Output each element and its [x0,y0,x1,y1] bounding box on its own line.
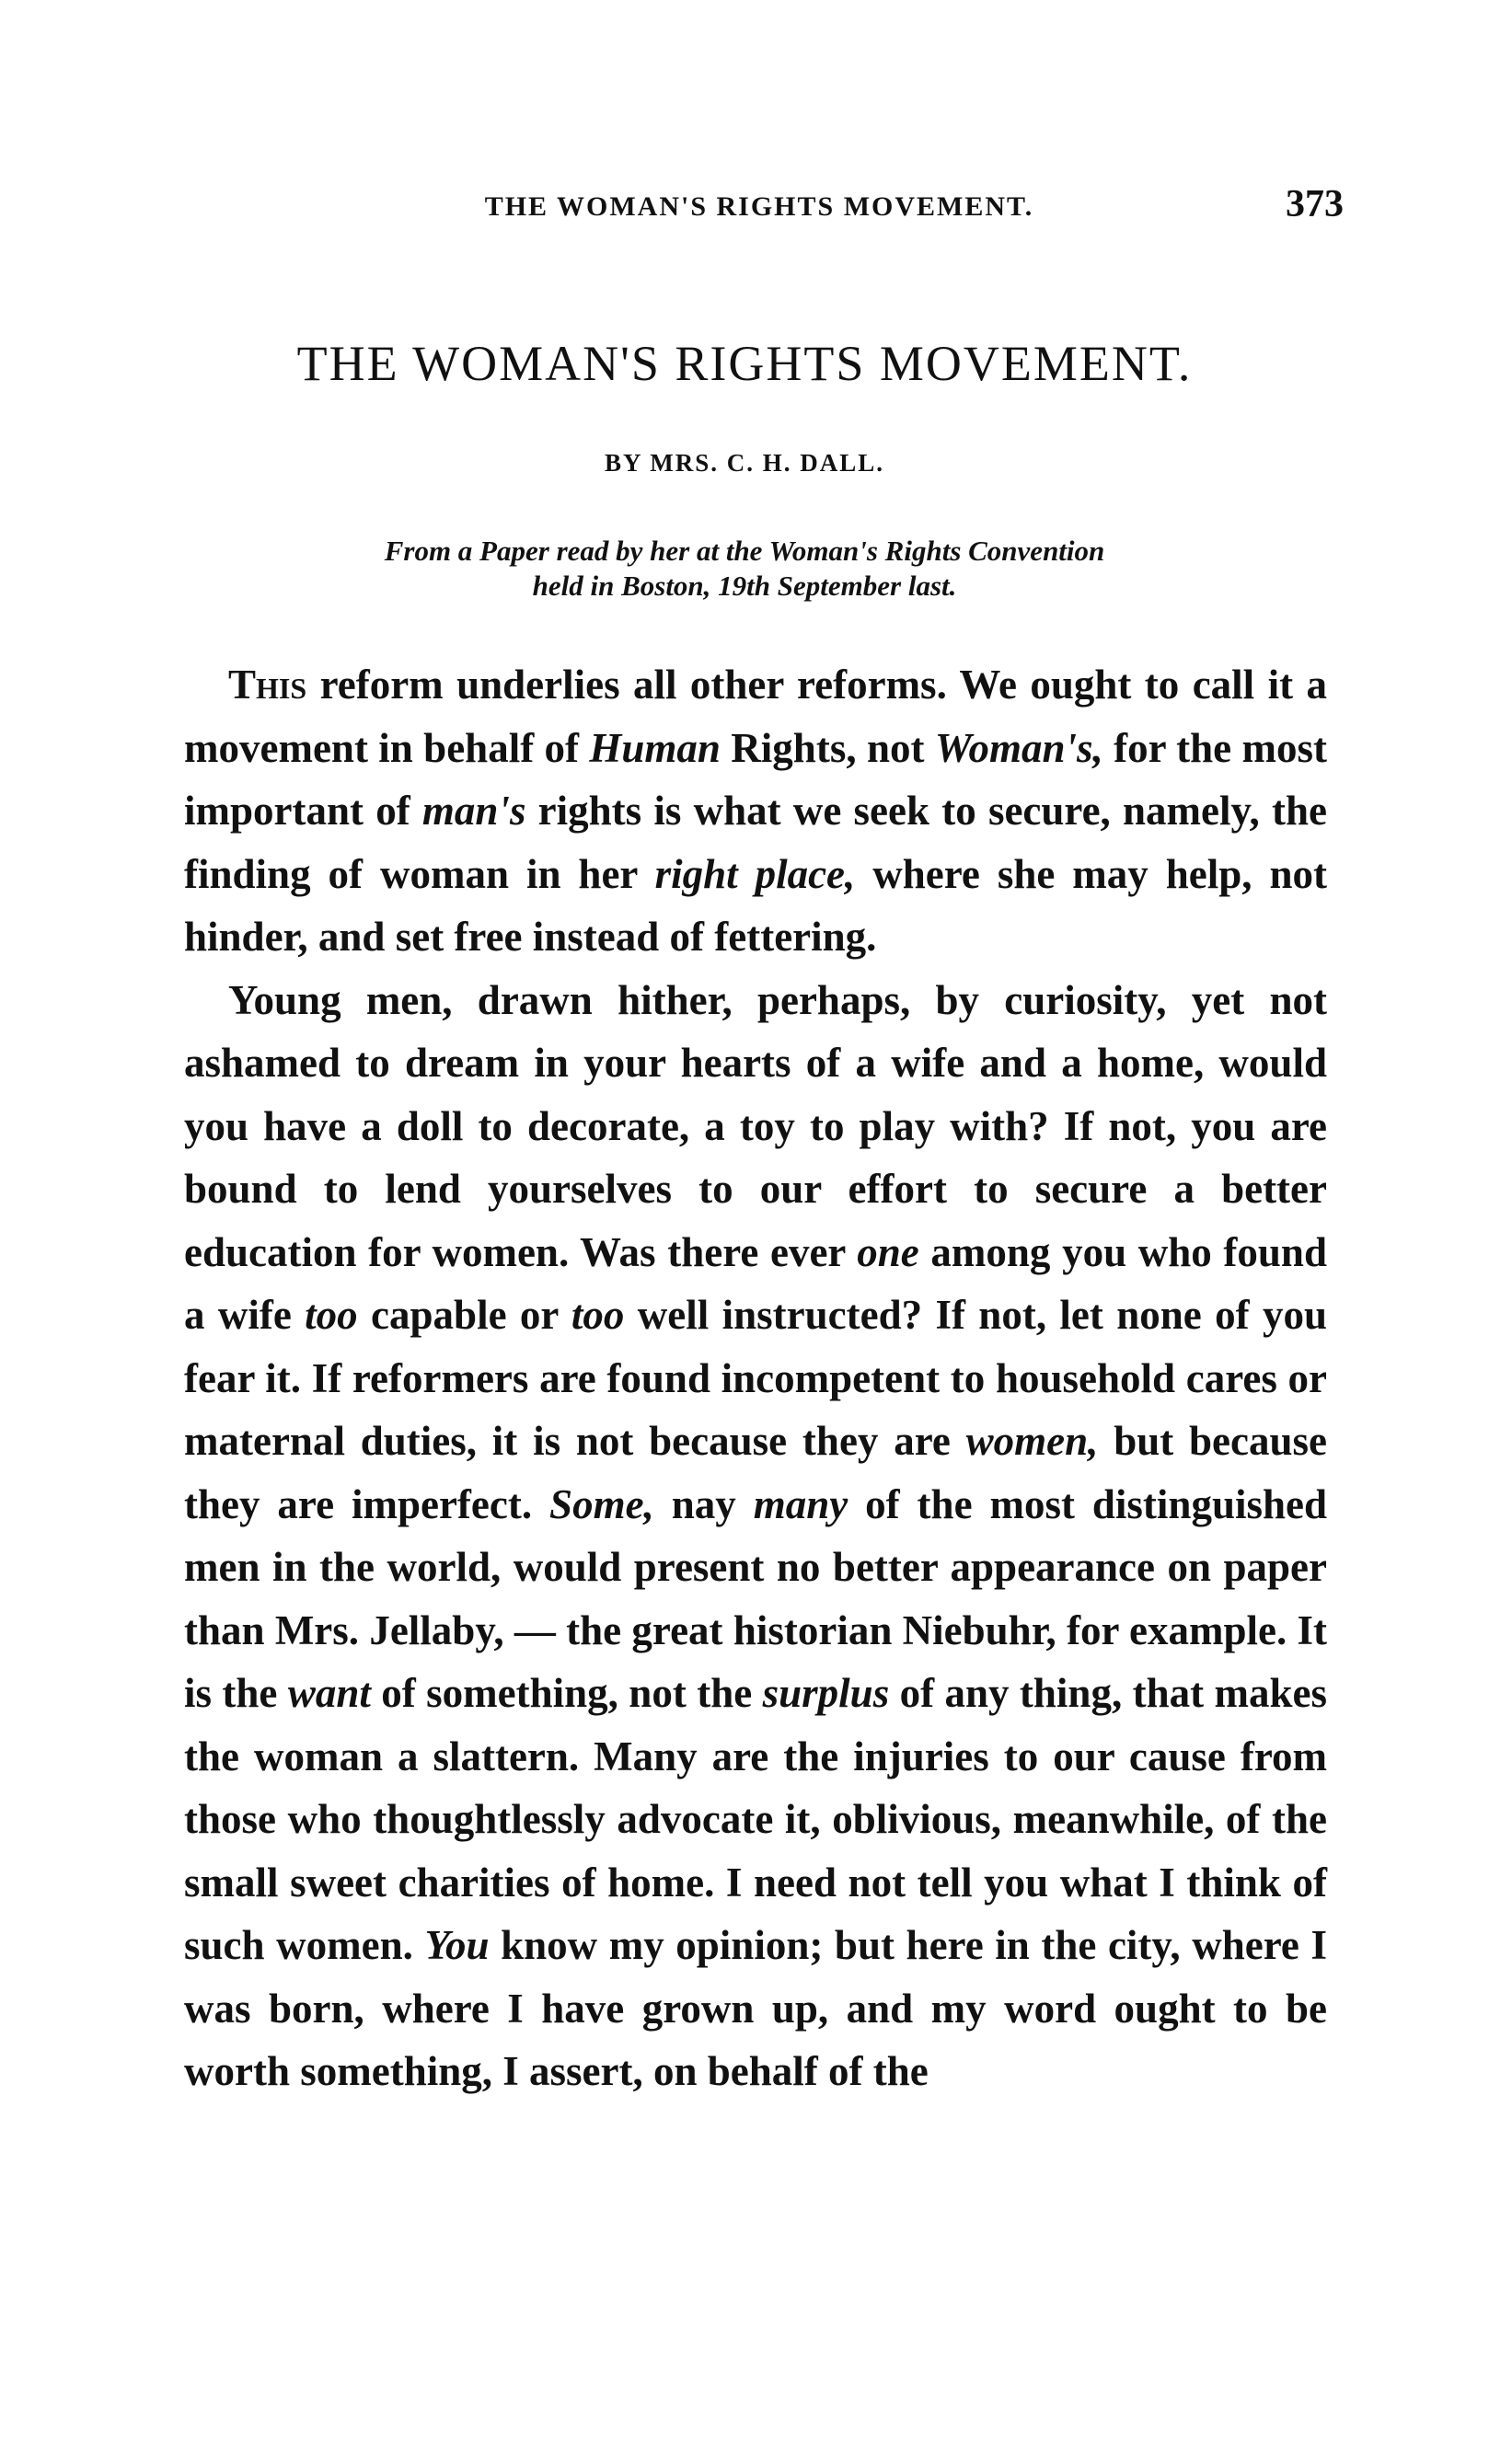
emphasis-text: Woman's, [934,724,1103,771]
paragraph-2-text: Young men, drawn hither, perhaps, by curiosity, yet not ashamed to dream in your hearts of a wife and a home, would you have a doll to decorate, a toy to play with? If not, you are bound to lend yourselves to our effort to secure a better education for women. Was there ever [184,976,1327,1275]
body-text [184,653,1327,2103]
emphasis-text: right place, [654,850,856,897]
paragraph-2-text: nay [653,1480,754,1527]
page-number: 373 [1286,183,1344,225]
emphasis-text: Some, [549,1480,654,1527]
paragraph-2-text: but because they are imperfect. [184,1418,1327,1527]
paragraph-2-text: know my opinion; but here in the city, where I was born, where I have grown up, and my word ought to be worth something, I assert, on behalf of the [184,1922,1327,2094]
paragraph-2-text: of something, not the [370,1670,763,1716]
paragraph-2-text: among you who found a wife [184,1228,1327,1338]
article-title: THE WOMAN'S RIGHTS MOVEMENT. [296,336,1193,391]
source-note [166,534,1323,604]
paragraph-1-text: reform underlies all other reforms. We ought to call it a movement in behalf of [184,662,1327,771]
paragraph-2-text: well instructed? If not, let none of you fear it. If reformers are found incompetent to household cares or maternal duties, it is not because they are [184,1292,1327,1464]
emphasis-text: women, [965,1418,1099,1464]
paragraph-1-text: Rights, not [720,724,935,771]
source-note-line-1: From a Paper read by her at the Woman's Rights Convention [384,535,1105,567]
paragraph-1-text: rights is what we seek to secure, namely, the finding of woman in her [184,788,1327,897]
paragraph-1-text: where she may help, not hinder, and set free instead of fettering. [184,850,1327,960]
emphasis-text: many [753,1480,848,1527]
paragraph-2-text: of any thing, that makes the woman a slattern. Many are the injuries to our cause from those who thoughtlessly advocate it, oblivious, meanwhile, of the small sweet charities of home. I need not tell you what I think of such women. [184,1670,1328,1968]
source-note-line-2: held in Boston, 19th September last. [532,570,957,602]
paragraph-1 [184,653,1327,969]
paragraph-2-text: capable or [357,1292,571,1338]
byline: BY MRS. C. H. DALL. [604,449,885,477]
paragraph-1-lead-word: This [228,662,307,708]
emphasis-text: surplus [762,1670,890,1716]
emphasis-text: too [305,1292,358,1338]
emphasis-text: You [424,1922,490,1968]
emphasis-text: Human [589,724,721,771]
emphasis-text: one [857,1228,919,1275]
emphasis-text: too [571,1292,625,1338]
running-head: THE WOMAN'S RIGHTS MOVEMENT. [484,191,1034,222]
emphasis-text: want [287,1670,371,1716]
paragraph-2 [184,969,1327,2103]
paragraph-2-text: of the most distinguished men in the world, would present no better appearance on paper than Mrs. Jellaby, — the great historian Niebuhr, for example. It is the [184,1480,1328,1716]
paragraph-1-text: for the most important of [184,724,1327,834]
emphasis-text: man's [421,788,526,834]
